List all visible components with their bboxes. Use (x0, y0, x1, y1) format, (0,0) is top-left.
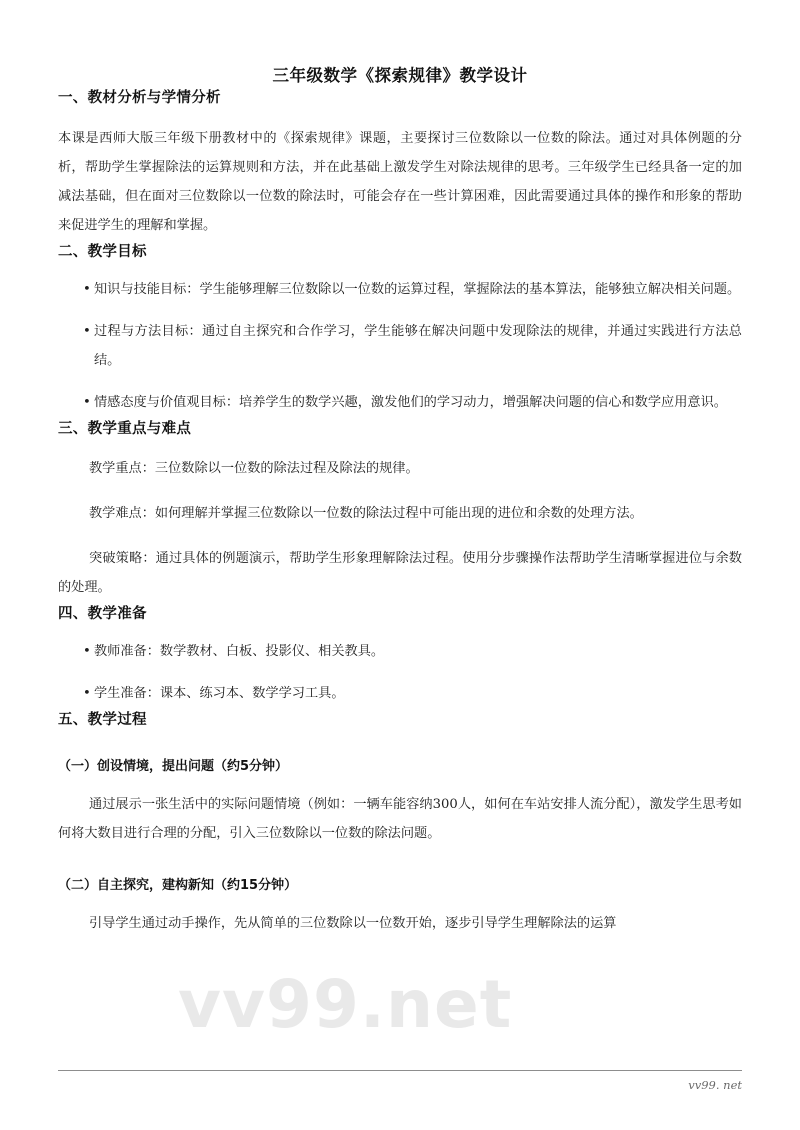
section-heading-5: 五、教学过程 (58, 712, 147, 728)
bullet-dot-icon: • (83, 282, 91, 297)
list-item (83, 637, 742, 666)
bullet-dot-icon: • (83, 686, 91, 701)
list-item-label: 知识与技能目标：学生能够理解三位数除以一位数的运算过程，掌握除法的基本算法，能够独立解决相关问题。 (94, 282, 741, 297)
page-footer (0, 1070, 800, 1092)
footer-site-label: vv99. net (688, 1078, 742, 1092)
key-point-paragraph: 教学重点：三位数除以一位数的除法过程及除法的规律。 (89, 461, 419, 476)
bullet-dot-icon: • (83, 395, 91, 410)
list-item-label: 过程与方法目标：通过自主探究和合作学习，学生能够在解决问题中发现除法的规律，并通过实践进行方法总结。 (94, 324, 742, 368)
subsection-1-paragraph: 通过展示一张生活中的实际问题情境（例如：一辆车能容纳300人，如何在车站安排人流分配），激发学生思考如何将大数目进行合理的分配，引入三位数除以一位数的除法问题。 (58, 797, 742, 841)
subsection-2-paragraph: 引导学生通过动手操作，先从简单的三位数除以一位数开始，逐步引导学生理解除法的运算 (89, 916, 617, 931)
list-item (83, 275, 742, 304)
list-item-label: 教师准备：数学教材、白板、投影仪、相关教具。 (94, 644, 385, 659)
section-1-paragraph: 本课是西师大版三年级下册教材中的《探索规律》课题，主要探讨三位数除以一位数的除法。通过对具体例题的分析，帮助学生掌握除法的运算规则和方法，并在此基础上激发学生对除法规律的思考。三年级学生已经具备一定的加减法基础，但在面对三位数除以一位数的除法时，可能会存在一些计算困难，因此需要通过具体的操作和形象的帮助来促进学生的理解和掌握。 (58, 131, 742, 233)
list-item (83, 679, 742, 708)
bullet-dot-icon: • (83, 324, 91, 339)
section-heading-1: 一、教材分析与学情分析 (58, 90, 221, 106)
list-item (83, 388, 742, 417)
subsection-heading-1: （一）创设情境，提出问题（约5分钟） (58, 759, 289, 774)
page-title: 三年级数学《探索规律》教学设计 (272, 66, 528, 85)
difficult-point-paragraph: 教学难点：如何理解并掌握三位数除以一位数的除法过程中可能出现的进位和余数的处理方法。 (89, 506, 643, 521)
breakthrough-strategy-paragraph: 突破策略：通过具体的例题演示，帮助学生形象理解除法过程。使用分步骤操作法帮助学生清晰掌握进位与余数的处理。 (58, 551, 742, 595)
section-heading-3: 三、教学重点与难点 (58, 421, 192, 437)
section-heading-2: 二、教学目标 (58, 244, 147, 260)
list-item-label: 情感态度与价值观目标：培养学生的数学兴趣，激发他们的学习动力，增强解决问题的信心和数学应用意识。 (94, 395, 727, 410)
section-heading-4: 四、教学准备 (58, 606, 147, 622)
subsection-heading-2: （二）自主探究，建构新知（约15分钟） (58, 878, 298, 893)
list-item-label: 学生准备：课本、练习本、数学学习工具。 (94, 686, 345, 701)
list-item (83, 317, 742, 375)
bullet-dot-icon: • (83, 644, 91, 659)
teaching-preparation-list (58, 637, 742, 708)
teaching-objectives-list (58, 275, 742, 417)
site-watermark: vv99.net (178, 966, 513, 1043)
